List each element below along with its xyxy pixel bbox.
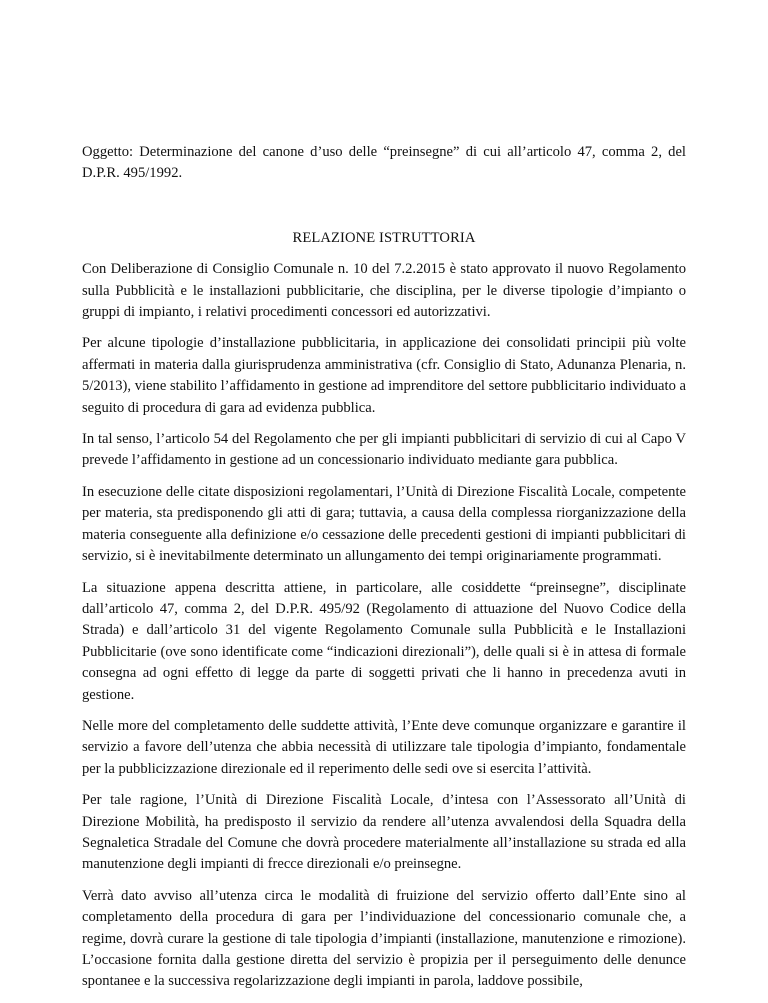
paragraph-4: In esecuzione delle citate disposizioni regolamentari, l’Unità di Direzione Fiscalità Locale, competente per materia, sta predisponendo gli atti di gara; tuttavia, a causa della complessa riorganizzazione della materia conseguente alla definizione e/o cessazione delle precedenti gestioni di impianti pubblicitari di servizio, si è inevitabilmente determinato un allungamento dei tempi originariamente programmati. [82,483,686,565]
paragraph-2: Per alcune tipologie d’installazione pubblicitaria, in applicazione dei consolidati principii più volte affermati in materia dalla giurisprudenza amministrativa (cfr. Consiglio di Stato, Adunanza Plenaria, n. 5/2013), viene stabilito l’affidamento in gestione ad imprenditore del settore pubblicitario individuato a seguito di procedura di gara ad evidenza pubblica. [82,335,687,416]
paragraph-5: La situazione appena descritta attiene, in particolare, alle cosiddette “preinsegne”, disciplinate dall’articolo 47, comma 2, del D.P.R. 495/92 (Regolamento di attuazione del Nuovo Codice della Strada) e dall’articolo 31 del vigente Regolamento Comunale sulla Pubblicità e le Installazioni Pubblicitarie (ove sono identificate come “indicazioni direzionali”), delle quali si è in attesa di formale consegna ad ogni effetto di legge da parte di soggetti privati che li hanno in precedenza avuti in gestione. [82,579,686,703]
paragraph-1: Con Deliberazione di Consiglio Comunale n. 10 del 7.2.2015 è stato approvato il nuovo Regolamento sulla Pubblicità e le installazioni pubblicitarie, che disciplina, per le diverse tipologie d’impianto o gruppi di impianto, i relativi procedimenti concessori ed autorizzativi. [82,261,686,321]
paragraph-3: In tal senso, l’articolo 54 del Regolamento che per gli impianti pubblicitari di servizio di cui al Capo V prevede l’affidamento in gestione ad un concessionario individuato mediante gara pubblica. [82,431,686,469]
document-page [82,142,686,1003]
paragraph-6: Nelle more del completamento delle suddette attività, l’Ente deve comunque organizzare e garantire il servizio a favore dell’utenza che abbia necessità di utilizzare tale tipologia d’impianto, fondamentale per la pubblicizzazione direzionale ed il reperimento delle sedi ove si esercita l’attività. [82,717,686,777]
paragraph-8: Verrà dato avviso all’utenza circa le modalità di fruizione del servizio offerto dall’Ente sino al completamento della procedura di gara per l’individuazione del concessionario comunale che, a regime, dovrà curare la gestione di tale tipologia d’impianti (installazione, manutenzione e rimozione). L’occasione fornita dalla gestione diretta del servizio è propizia per il perseguimento delle denunce spontanee e la successiva regolarizzazione degli impianti in parola, laddove possibile, [82,887,686,990]
document-heading: RELAZIONE ISTRUTTORIA [292,229,476,246]
paragraph-7: Per tale ragione, l’Unità di Direzione Fiscalità Locale, d’intesa con l’Assessorato all’Unità di Direzione Mobilità, ha predisposto il servizio da rendere all’utenza avvalendosi della Squadra della Segnaletica Stradale del Comune che dovrà procedere materialmente all’installazione su strada ed alla manutenzione degli impianti di frecce direzionali e/o preinsegne. [82,792,686,873]
document-subject: Oggetto: Determinazione del canone d’uso delle “preinsegne” di cui all’articolo 47, comma 2, del D.P.R. 495/1992. [82,144,686,182]
